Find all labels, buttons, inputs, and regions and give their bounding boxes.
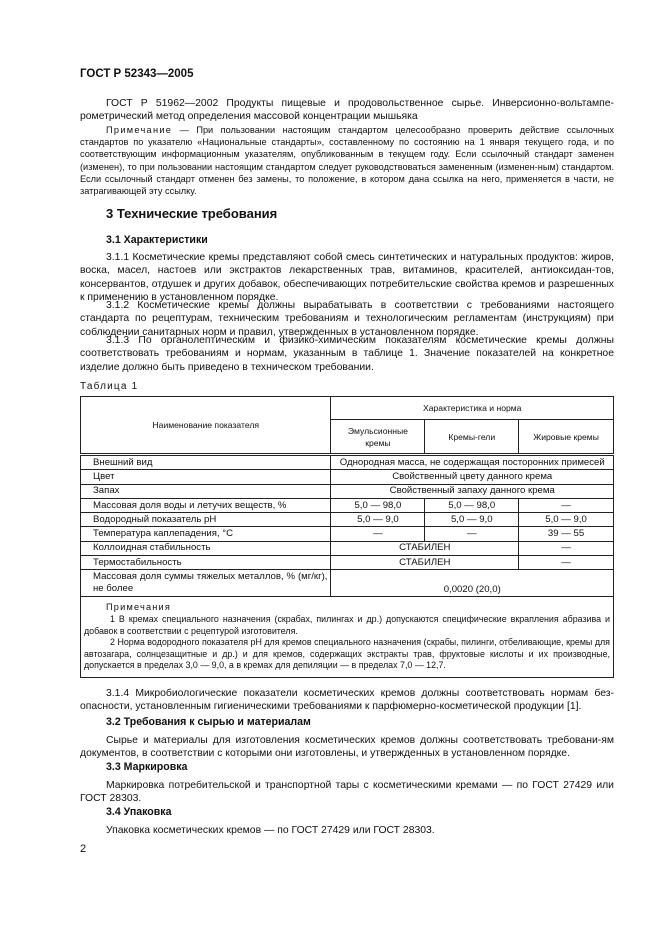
row-name: Массовая доля суммы тяжелых металлов, % (мг/кг), не более <box>81 570 331 597</box>
table-row <box>81 527 614 541</box>
paragraph-3-1-2: 3.1.2 Косметические кремы должны вырабатывать в соответствии с требованиями настоящего стандарта по рецептурам, техническим требованиям и технологическим регламентам (инструкциям) при соблюдении санитарных норм и правил, утвержденных в установленном порядке. <box>80 300 614 338</box>
row-name: Массовая доля воды и летучих веществ, % <box>81 498 331 512</box>
section-3-1-title: 3.1 Характеристики <box>106 234 208 246</box>
paragraph-3-1-3: 3.1.3 По органолептическим и физико-химическим показателям косметические кремы должны соответствовать требованиям и нормам, указанным в таблице 1. Значение показателей на конкретное изделие должно быть приведено в техническом требовании. <box>80 335 614 373</box>
paragraph-3-3: Маркировка потребительской и транспортной тары с косметическими кремами — по ГОСТ 27429 или ГОСТ 28303. <box>80 780 614 805</box>
table-notes-title: Примечания <box>106 602 172 612</box>
document-header: ГОСТ Р 52343—2005 <box>80 68 194 80</box>
paragraph-3-1-4: 3.1.4 Микробиологические показатели косметических кремов должны соответствовать нормам без-опасности, установленным гигиеническими требованиями к парфюмерно-косметической продукции [1]. <box>80 688 614 713</box>
row-value: 0,0020 (20,0) <box>331 570 614 597</box>
section-3-3-title: 3.3 Маркировка <box>106 761 188 773</box>
row-value: 5,0 — 9,0 <box>425 513 519 527</box>
row-value: 5,0 — 9,0 <box>519 513 614 527</box>
row-value: Свойственный запаху данного крема <box>331 484 614 498</box>
table-row <box>81 470 614 484</box>
section-3-2-title: 3.2 Требования к сырью и материалам <box>106 716 311 728</box>
header-col-gel: Кремы-гели <box>425 420 519 455</box>
row-value: СТАБИЛЕН <box>331 541 519 555</box>
table-row <box>81 484 614 498</box>
row-name: Запах <box>81 484 331 498</box>
row-value: — <box>331 527 425 541</box>
row-value: Однородная масса, не содержащая посторонних примесей <box>331 455 614 470</box>
paragraph-3-1-1: 3.1.1 Косметические кремы представляют собой смесь синтетических и натуральных продуктов: жиров, воска, масел, настоев или экстрактов лекарственных трав, витаминов, красителей, антиоксидан-тов, консервантов, отдушек и других добавок, обеспечивающих потребительские свойства кремов и разрешенных к применению в установленном порядке. <box>80 252 614 303</box>
row-value: СТАБИЛЕН <box>331 556 519 570</box>
section-3-title: 3 Технические требования <box>106 206 278 221</box>
paragraph-3-2: Сырье и материалы для изготовления косметических кремов должны соответствовать требовани-ям документов, в соответствии с которыми они изготовлены, и утвержденных в установленном порядке. <box>80 735 614 760</box>
row-name: Внешний вид <box>81 455 331 470</box>
row-value: — <box>425 527 519 541</box>
row-name: Коллоидная стабильность <box>81 541 331 555</box>
row-value: Свойственный цвету данного крема <box>331 470 614 484</box>
table-note-2: 2 Норма водородного показателя рН для кремов специального назначения (скрабы, пилинги, отбеливающие, кремы для автозагара, солнцезащитные и др.) и для кремов, содержащих экстракты трав, фруктовые кислоты и их производные, допускается в пределах 3,0 — 9,0, а в кремах для депиляции — в пределах 7,0 — 12,7. <box>84 637 610 670</box>
table-row <box>81 541 614 555</box>
table-row <box>81 570 614 597</box>
row-value: — <box>519 541 614 555</box>
row-name: Термостабильность <box>81 556 331 570</box>
characteristics-table <box>80 396 614 597</box>
table-header-row <box>81 397 614 420</box>
table-caption: Таблица 1 <box>80 381 139 392</box>
row-name: Температура каплепадения, °С <box>81 527 331 541</box>
header-col-emulsion: Эмульсионные кремы <box>331 420 425 455</box>
row-name: Водородный показатель рН <box>81 513 331 527</box>
header-group: Характеристика и норма <box>331 397 614 420</box>
row-value: 5,0 — 98,0 <box>425 498 519 512</box>
note-label: Примечание <box>106 125 173 135</box>
table-row <box>81 498 614 512</box>
table-row <box>81 455 614 470</box>
row-value: 39 — 55 <box>519 527 614 541</box>
paragraph-3-4: Упаковка косметических кремов — по ГОСТ 27429 или ГОСТ 28303. <box>106 825 435 836</box>
row-name: Цвет <box>81 470 331 484</box>
header-name: Наименование показателя <box>81 397 331 455</box>
row-value: — <box>519 556 614 570</box>
page-number: 2 <box>80 843 87 855</box>
section-3-4-title: 3.4 Упаковка <box>106 806 172 818</box>
reference-gost-51962: ГОСТ Р 51962—2002 Продукты пищевые и продовольственное сырье. Инверсионно-вольтампе-рометрический метод определения массовой концентрации мышьяка <box>80 98 614 123</box>
table-row <box>81 513 614 527</box>
table-row <box>81 556 614 570</box>
note-text: — При пользовании настоящим стандартом целесообразно проверить действие ссылочных стандартов по указателю «Национальные стандарты», составленному по состоянию на 1 января текущего года, и по соответствующим информационным указателям, опубликованным в текущем году. Если ссылочный стандарт заменен (изменен), то при пользовании настоящим стандартом следует руководствоваться замененным (изменен-ным) стандартом. Если ссылочный стандарт отменен без замены, то положение, в котором дана ссылка на него, применяется в части, не затрагивающей эту ссылку. <box>80 125 614 197</box>
row-value: 5,0 — 98,0 <box>331 498 425 512</box>
row-value: — <box>519 498 614 512</box>
row-value: 5,0 — 9,0 <box>331 513 425 527</box>
table-note-1: 1 В кремах специального назначения (скрабах, пилингах и др.) допускаются специфические вкрапления абразива и добавок в соответствии с рецептурой изготовителя. <box>84 614 610 636</box>
reference-note <box>80 124 614 197</box>
header-col-fat: Жировые кремы <box>519 420 614 455</box>
